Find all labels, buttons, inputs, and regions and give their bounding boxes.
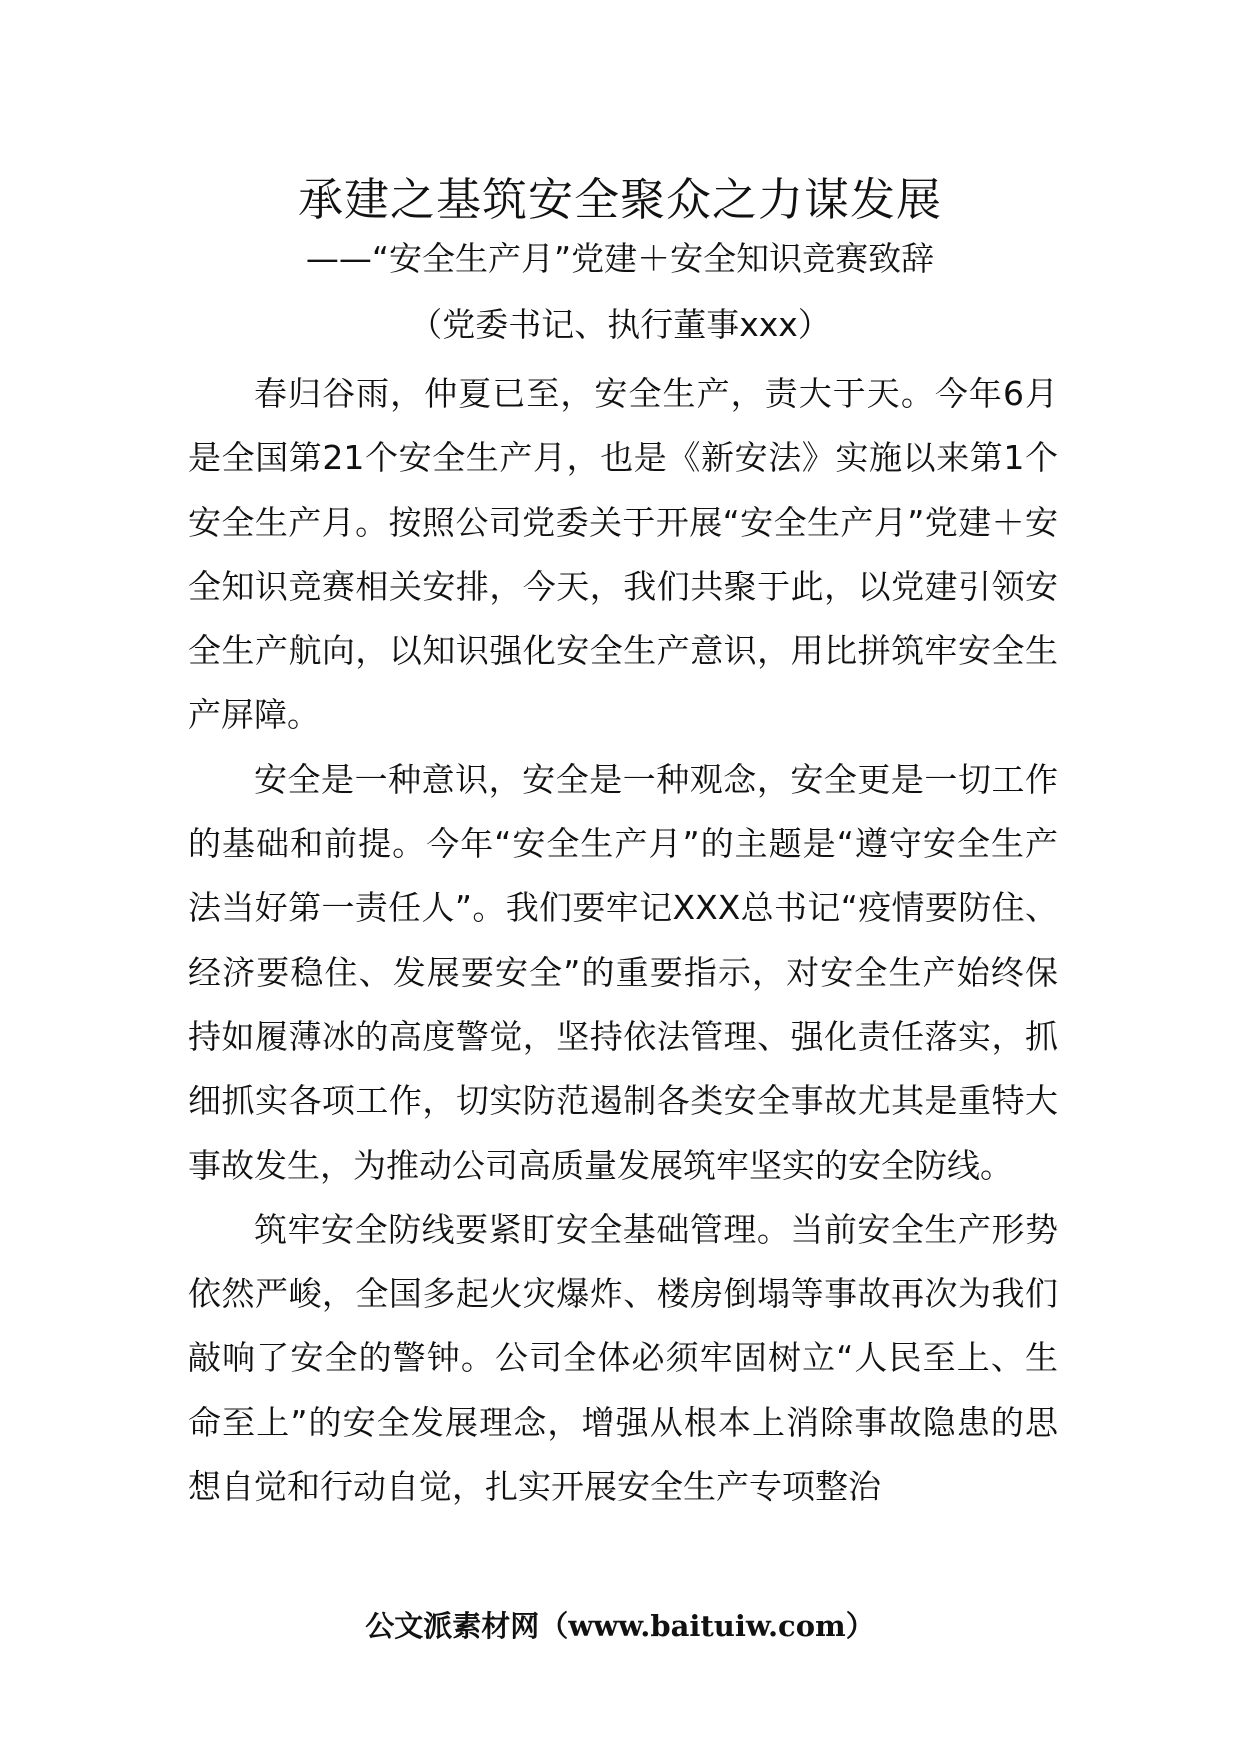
footer-watermark: 公文派素材网（www.baituiw.com） — [365, 1609, 875, 1643]
body-paragraph-2: 安全是一种意识，安全是一种观念，安全更是一切工作的基础和前提。今年“安全生产月”的主题是“遵守安全生产法当好第一责任人”。我们要牢记XXX总书记“疫情要防住、经济要稳住、发展要安全”的重要指示，对安全生产始终保持如履薄冰的高度警觉，坚持依法管理、强化责任落实，抓细抓实各项工作，切实防范遏制各类安全事故尤其是重特大事故发生，为推动公司高质量发展筑牢坚实的安全防线。 — [188, 759, 1058, 1185]
body-paragraph-3: 筑牢安全防线要紧盯安全基础管理。当前安全生产形势依然严峻，全国多起火灾爆炸、楼房倒塌等事故再次为我们敲响了安全的警钟。公司全体必须牢固树立“人民至上、生命至上”的安全发展理念，增强从根本上消除事故隐患的思想自觉和行动自觉，扎实开展安全生产专项整治 — [188, 1209, 1058, 1507]
document-title: 承建之基筑安全聚众之力谋发展 — [297, 173, 942, 226]
document-subtitle: ——“安全生产月”党建＋安全知识竞赛致辞 — [305, 239, 935, 278]
body-paragraph-1: 春归谷雨，仲夏已至，安全生产，责大于天。今年6月是全国第21个安全生产月，也是《新安法》实施以来第1个安全生产月。按照公司党委关于开展“安全生产月”党建＋安全知识竞赛相关安排，今天，我们共聚于此，以党建引领安全生产航向，以知识强化安全生产意识，用比拼筑牢安全生产屏障。 — [188, 374, 1058, 735]
document-body — [188, 362, 1058, 1519]
document-author: （党委书记、执行董事xxx） — [409, 305, 831, 344]
